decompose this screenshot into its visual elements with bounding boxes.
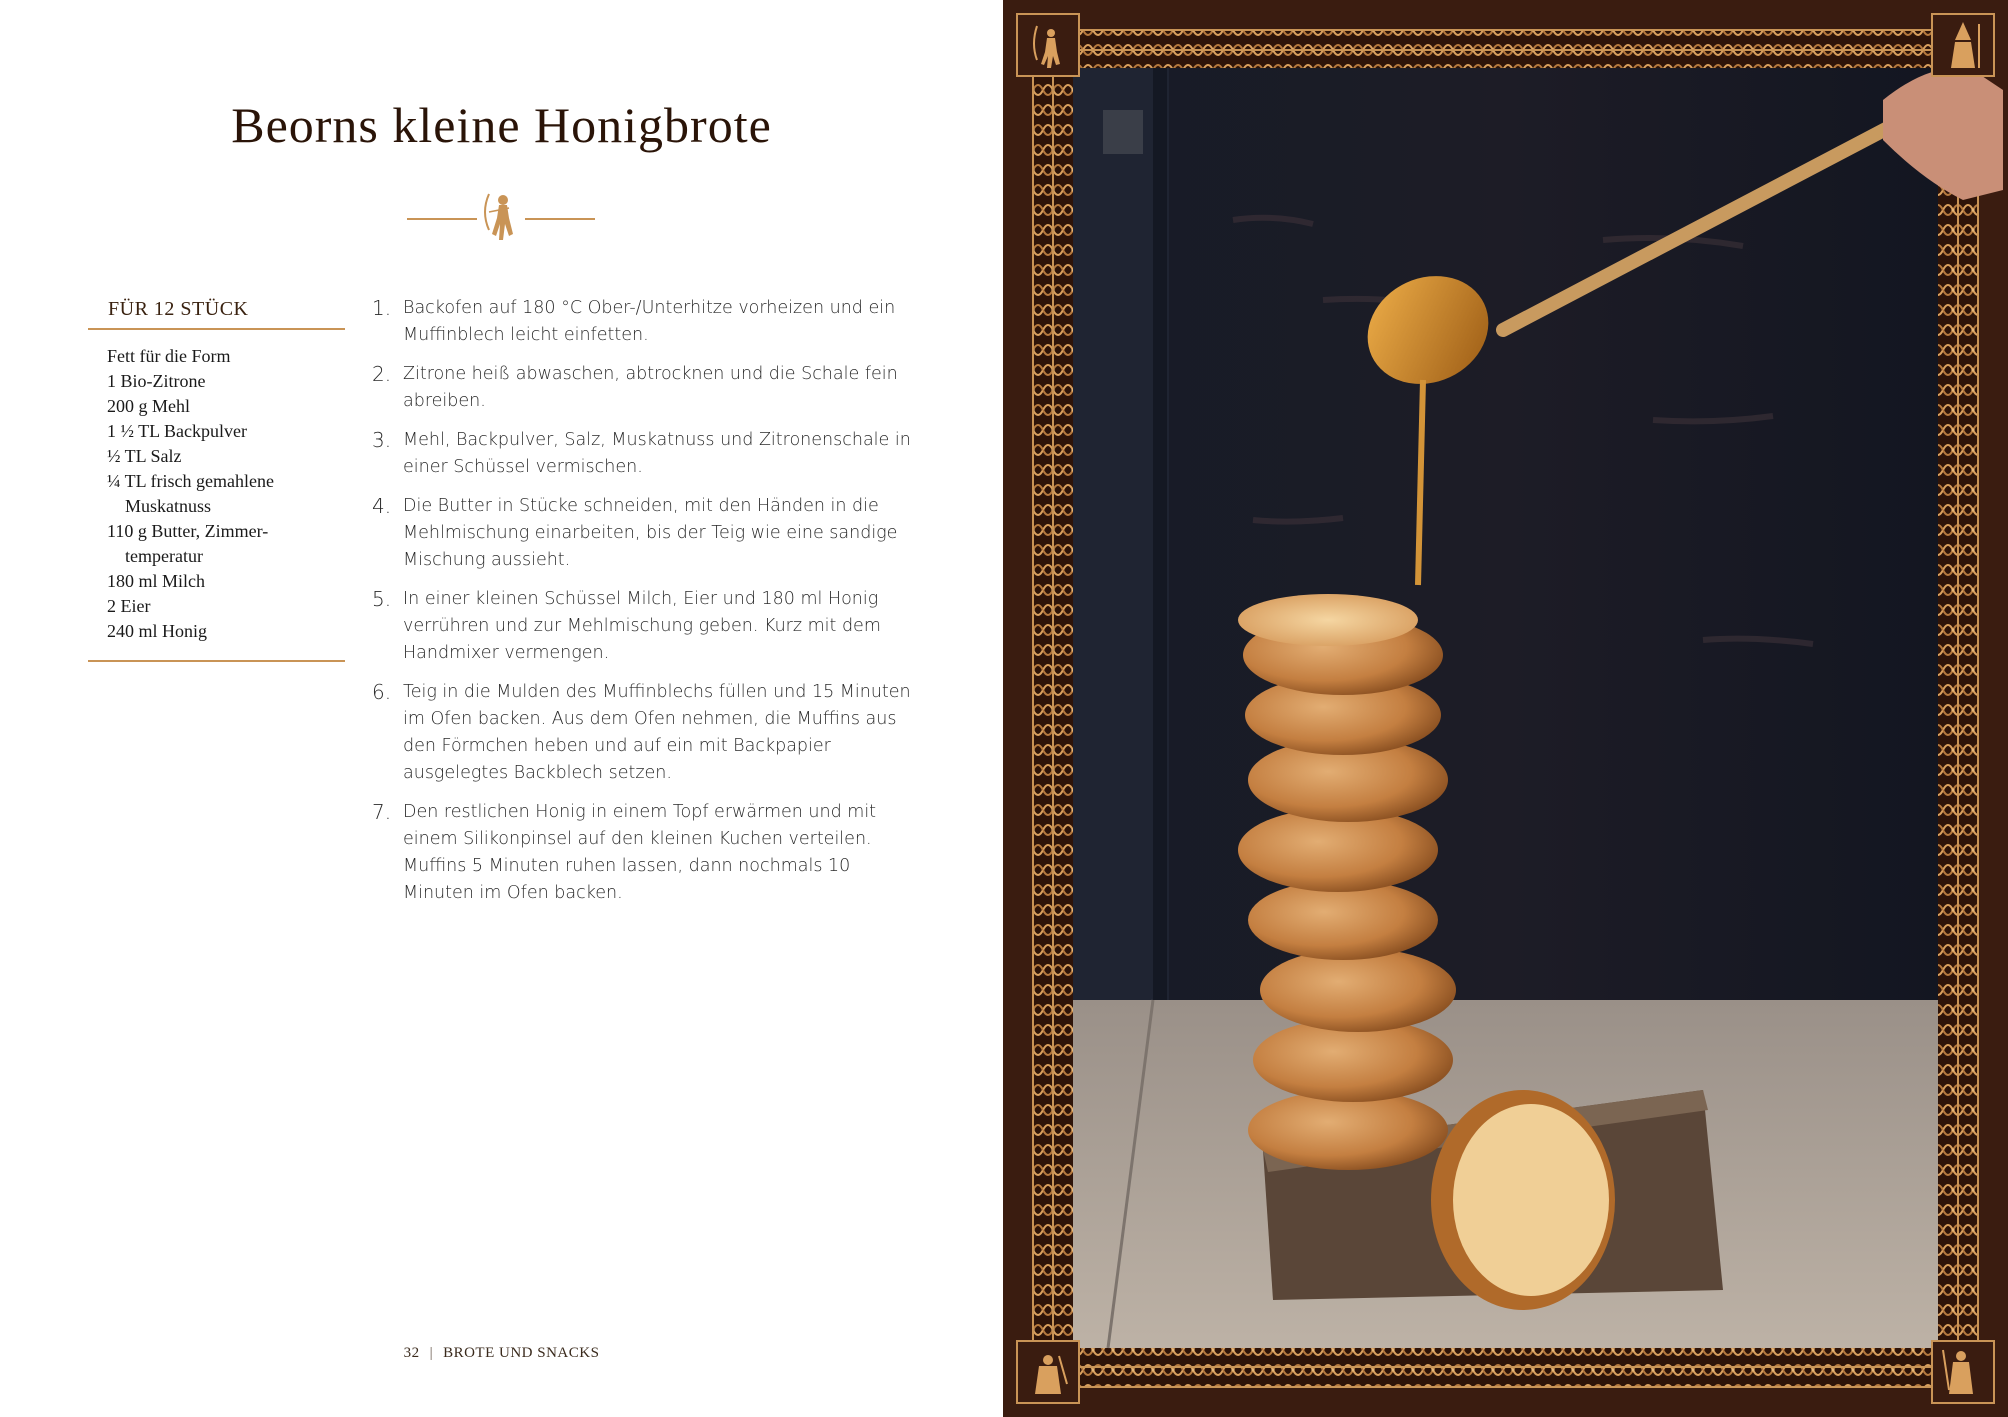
warrior-corner-icon [1932,1341,1994,1403]
step-number: 1. [372,296,392,320]
step-number: 3. [372,428,392,452]
step-number: 7. [372,800,392,824]
ingredient-item: 1 ½ TL Backpulver [107,421,247,441]
step-number: 5. [372,587,392,611]
step-text: Teig in die Mulden des Muffinblechs füllen und 15 Minuten im Ofen backen. Aus dem Ofen nehmen, die Muffins aus den Förmchen heben und auf ein mit Backpapier ausgelegtes Backblech setzen. [403,682,911,783]
ingredient-item: 1 Bio-Zitrone [107,371,206,391]
archer-ornament-icon [405,188,597,250]
photo [1073,68,2003,1348]
ingredient-item: 180 ml Milch [107,571,205,591]
wizard-corner-icon [1932,14,1994,76]
page-footer [0,1345,1003,1362]
ingredient-item: 110 g Butter, Zimmer-temperatur [107,521,269,566]
left-page [0,0,1003,1417]
instruction-step [372,361,920,415]
instruction-step [372,586,920,667]
ingredients-list [88,330,345,662]
instruction-step [372,295,920,349]
step-text: Den restlichen Honig in einem Topf erwärmen und mit einem Silikonpinsel auf den kleinen Kuchen verteilen. Muffins 5 Minuten ruhen lassen, dann nochmals 10 Minuten im Ofen backen. [403,802,877,903]
instruction-step [372,427,920,481]
page-number: 32 [403,1345,420,1361]
ingredient-item: 2 Eier [107,596,151,616]
framed-photo [1003,0,2008,1417]
step-text: In einer kleinen Schüssel Milch, Eier und 180 ml Honig verrühren und zur Mehlmischung geben. Kurz mit dem Handmixer vermengen. [403,589,881,663]
archer-corner-icon [1017,14,1079,76]
step-text: Die Butter in Stücke schneiden, mit den Händen in die Mehlmischung einarbeiten, bis der Teig wie eine sandige Mischung aussieht. [403,496,898,570]
ingredient-item: 200 g Mehl [107,396,190,416]
ingredient-item: ¼ TL frisch gemahlene Muskatnuss [107,471,274,516]
footer-separator: | [429,1345,434,1361]
ingredient-item: ½ TL Salz [107,446,182,466]
instruction-step [372,493,920,574]
ingredients-heading: FÜR 12 STÜCK [88,294,345,330]
step-number: 2. [372,362,392,386]
step-text: Zitrone heiß abwaschen, abtrocknen und die Schale fein abreiben. [403,364,898,411]
step-number: 6. [372,680,392,704]
instruction-steps [372,295,920,919]
muffin-top [1431,1090,1615,1310]
ingredient-item: Fett für die Form [107,346,231,366]
step-text: Mehl, Backpulver, Salz, Muskatnuss und Zitronenschale in einer Schüssel vermischen. [403,430,911,477]
step-number: 4. [372,494,392,518]
instruction-step [372,799,920,907]
section-name: BROTE UND SNACKS [443,1345,600,1361]
dwarf-corner-icon [1017,1341,1079,1403]
step-text: Backofen auf 180 °C Ober-/Unterhitze vorheizen und ein Muffinblech leicht einfetten. [403,298,896,345]
ingredients-box [88,294,345,662]
recipe-title: Beorns kleine Honigbrote [231,97,772,153]
ingredient-item: 240 ml Honig [107,621,208,641]
instruction-step [372,679,920,787]
photo-page [1003,0,2008,1417]
